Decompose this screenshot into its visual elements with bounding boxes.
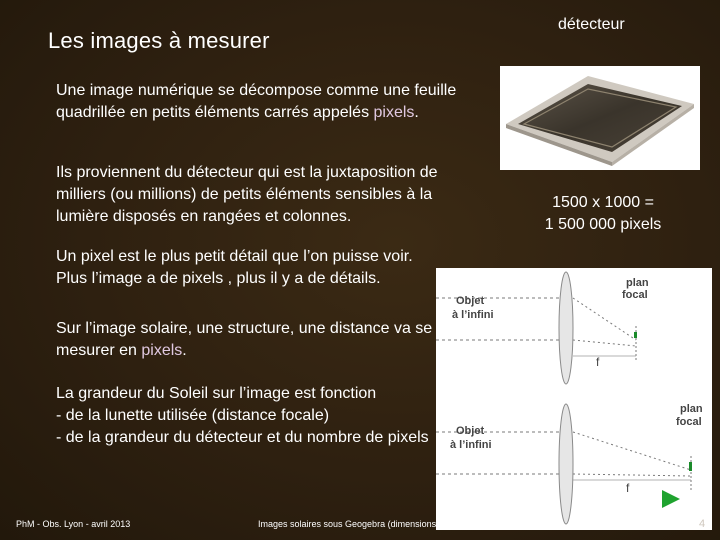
footer-title: Images solaires sous Geogebra (dimensions): [258, 519, 440, 529]
detector-image: [500, 66, 700, 170]
bottom-object-label-2: à l’infini: [450, 439, 492, 451]
p5-line2: - de la lunette utilisée (distance focale): [56, 407, 330, 424]
detector-caption: [536, 192, 670, 236]
p1-end: .: [414, 104, 419, 121]
footer-author: PhM - Obs. Lyon - avril 2013: [16, 519, 131, 529]
p4-end: .: [182, 342, 187, 359]
bottom-plan-label-1: plan: [680, 403, 703, 415]
paragraph-sun-size: [56, 383, 436, 449]
p4-text: Sur l’image solaire, une structure, une distance va se mesurer en: [56, 320, 433, 359]
bottom-ray-out-2: [573, 474, 691, 476]
paragraph-pixel-detail: [56, 246, 486, 290]
bottom-focal-label: f: [626, 481, 630, 495]
detector-caption-line2: 1 500 000 pixels: [544, 216, 662, 233]
top-object-label-1: Objet: [456, 295, 485, 307]
bottom-object-label-1: Objet: [456, 425, 485, 437]
p5-line3: - de la grandeur du détecteur et du nombre de pixels: [56, 429, 429, 446]
paragraph-detector-origin: Ils proviennent du détecteur qui est la juxtaposition de milliers (ou millions) de petits éléments sensibles à la lumière disposés en rangées et colonnes.: [56, 164, 438, 225]
p5-line1: La grandeur du Soleil sur l’image est fonction: [56, 385, 377, 402]
detector-label: détecteur: [558, 16, 625, 33]
p3-line1: Un pixel est le plus petit détail que l’on puisse voir.: [56, 248, 413, 265]
paragraph-pixels-definition: [56, 80, 476, 124]
p1-text: Une image numérique se décompose comme une feuille quadrillée en petits éléments carrés appelés: [56, 82, 457, 121]
bottom-plan-label-2: focal: [676, 416, 702, 428]
top-ray-out-2: [573, 340, 636, 346]
p1-pixels-term: pixels: [373, 104, 415, 121]
top-focal-label: f: [596, 355, 600, 369]
detector-caption-line1: 1500 x 1000 =: [552, 194, 654, 211]
play-arrow-icon[interactable]: [662, 490, 680, 508]
top-plan-label-2: focal: [622, 289, 648, 301]
paragraph-solar-measure: [56, 318, 436, 362]
slide-title: Les images à mesurer: [48, 28, 270, 53]
bottom-lens: [559, 404, 573, 524]
page-number: 4: [699, 518, 706, 530]
p3-line2: Plus l’image a de pixels , plus il y a de détails.: [56, 270, 381, 287]
optics-diagram-svg: [436, 268, 712, 530]
p4-pixels-term: pixels: [141, 342, 183, 359]
top-image-marker: [634, 332, 637, 338]
detector-sensor-illustration: [500, 66, 700, 170]
top-lens: [559, 272, 573, 384]
bottom-ray-out-1: [573, 432, 691, 470]
optics-diagram: [436, 268, 712, 530]
top-ray-out-1: [573, 298, 636, 340]
top-plan-label-1: plan: [626, 277, 649, 289]
bottom-image-marker: [689, 462, 692, 471]
top-object-label-2: à l’infini: [452, 309, 494, 321]
